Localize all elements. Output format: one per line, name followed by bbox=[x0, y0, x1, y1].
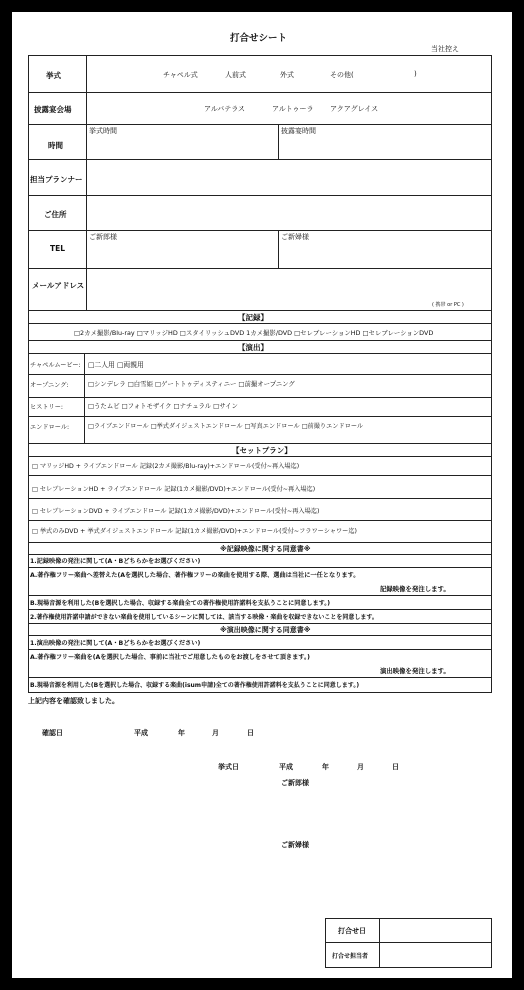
address-label: ご住所 bbox=[44, 210, 67, 219]
ceremony-other-close: ) bbox=[414, 70, 417, 78]
wedding-date-year[interactable]: 年 bbox=[322, 763, 329, 771]
direction-row-items-3[interactable]: □うたムビ □フォトモザイク □ナチュラル □サイン bbox=[88, 402, 238, 410]
mail-label: メールアドレス bbox=[32, 281, 85, 290]
confirm-date-month[interactable]: 月 bbox=[212, 729, 219, 737]
direction-row-items-1[interactable]: □二人用 □両親用 bbox=[88, 361, 144, 369]
direction-header: 【演出】 bbox=[238, 343, 268, 352]
setplan-item-2[interactable]: □ セレブレーションHD + ライブエンドロール 記録(1カメ撮影/DVD)+エンドロール(受付~再入場迄) bbox=[32, 486, 316, 493]
ceremony-time-field[interactable]: 挙式時間 bbox=[89, 127, 117, 135]
venue-altura[interactable]: アルトゥーラ bbox=[272, 105, 314, 113]
meeting-staff-label: 打合せ担当者 bbox=[332, 953, 369, 960]
consent-record-header: ※記録映像に関する同意書※ bbox=[220, 545, 311, 553]
consent-record-line-1: 1.記録映像の発注に関して(A・Bどちらかをお選びください) bbox=[30, 558, 201, 565]
record-options[interactable]: □2カメ撮影/Blu-ray □マリッジHD □スタイリッシュDVD 1カメ撮影/DVD □セレブレーションHD □セレブレーションDVD bbox=[74, 329, 434, 337]
ceremony-civil[interactable]: 人前式 bbox=[225, 71, 246, 79]
copy-note: 当社控え bbox=[431, 45, 459, 53]
direction-row-items-4[interactable]: □ライブエンドロール □挙式ダイジェストエンドロール □写真エンドロール □前撮りエンドロール bbox=[88, 423, 364, 430]
wedding-date-month[interactable]: 月 bbox=[357, 763, 364, 771]
consent-direction-option-b[interactable]: B.現場音源を利用した(Bを選択した場合、収録する楽曲(isum申請)全ての著作権使用許諾料を支払うことに同意します。) bbox=[30, 682, 360, 689]
ceremony-label: 挙式 bbox=[46, 71, 61, 80]
page-title: 打合せシート bbox=[230, 33, 288, 44]
consent-direction-header: ※演出映像に関する同意書※ bbox=[220, 626, 311, 634]
setplan-item-3[interactable]: □ セレブレーションDVD + ライブエンドロール 記録(1カメ撮影/DVD)+エンドロール(受付~再入場迄) bbox=[32, 508, 320, 515]
meeting-staff-field[interactable] bbox=[380, 943, 491, 967]
ceremony-outdoor[interactable]: 外式 bbox=[280, 71, 294, 79]
direction-row-label-1: チャペルムービー: bbox=[30, 362, 81, 369]
wedding-date-day[interactable]: 日 bbox=[392, 763, 399, 771]
confirm-date-label: 確認日 bbox=[42, 729, 63, 737]
tel-groom-field[interactable]: ご新郎様 bbox=[89, 233, 117, 241]
bride-signature-label[interactable]: ご新婦様 bbox=[281, 841, 309, 849]
consent-record-line-4: 2.著作権使用許諾申請ができない楽曲を使用しているシーンに関しては、該当する映像・楽曲を収録できないことを同意します。 bbox=[30, 614, 378, 621]
mail-note: ( 携帯 or PC ) bbox=[432, 302, 464, 308]
direction-row-items-2[interactable]: □シンデレラ □白雪姫 □ゲートトゥディスティニー □前撮オープニング bbox=[88, 380, 295, 388]
consent-direction-line-1: 1.演出映像の発注に関して(A・Bどちらかをお選びください) bbox=[30, 640, 201, 647]
confirm-date-era: 平成 bbox=[134, 729, 148, 737]
tel-label: TEL bbox=[50, 244, 66, 253]
consent-direction-order: 演出映像を発注します。 bbox=[380, 667, 450, 675]
consent-record-order: 記録映像を発注します。 bbox=[380, 585, 450, 593]
setplan-item-4[interactable]: □ 挙式のみDVD + 挙式ダイジェストエンドロール 記録(1カメ撮影/DVD)+エンドロール(受付~フラワーシャワー迄) bbox=[32, 528, 357, 535]
confirm-date-day[interactable]: 日 bbox=[247, 729, 254, 737]
tel-bride-field[interactable]: ご新婦様 bbox=[281, 233, 309, 241]
time-label: 時間 bbox=[48, 141, 63, 150]
ceremony-chapel[interactable]: チャペル式 bbox=[163, 71, 198, 79]
setplan-item-1[interactable]: □ マリッジHD + ライブエンドロール 記録(2カメ撮影/Blu-ray)+エンドロール(受付~再入場迄) bbox=[32, 463, 300, 470]
direction-row-label-4: エンドロール: bbox=[30, 424, 70, 431]
consent-record-option-a[interactable]: A.著作権フリー楽曲へ差替えた(Aを選択した場合、著作権フリーの楽曲を使用する際、選曲は当社に一任となります。 bbox=[30, 572, 360, 579]
groom-signature-label[interactable]: ご新郎様 bbox=[281, 779, 309, 787]
venue-label: 披露宴会場 bbox=[34, 105, 72, 114]
ceremony-other[interactable]: その他( bbox=[330, 71, 354, 79]
direction-row-label-3: ヒストリー: bbox=[30, 404, 64, 411]
direction-row-label-2: オープニング: bbox=[30, 382, 69, 389]
setplan-header: 【セットプラン】 bbox=[232, 446, 292, 455]
venue-alba-terrace[interactable]: アルバテラス bbox=[204, 105, 246, 113]
wedding-date-era: 平成 bbox=[279, 763, 293, 771]
record-header: 【記録】 bbox=[238, 313, 268, 322]
confirm-text: 上記内容を確認致しました。 bbox=[28, 697, 119, 705]
consent-record-option-b[interactable]: B.現場音源を利用した(Bを選択した場合、収録する楽曲全ての著作権使用許諾料を支払うことに同意します。) bbox=[30, 600, 331, 607]
planner-label: 担当プランナー bbox=[30, 175, 83, 184]
consent-direction-option-a[interactable]: A.著作権フリー楽曲を(Aを選択した場合、事前に当社でご用意したものをお渡しをさせて頂きます。) bbox=[30, 654, 310, 661]
reception-time-field[interactable]: 披露宴時間 bbox=[281, 127, 316, 135]
confirm-date-year[interactable]: 年 bbox=[178, 729, 185, 737]
meeting-sheet bbox=[12, 12, 512, 978]
wedding-date-label: 挙式日 bbox=[218, 763, 239, 771]
meeting-date-field[interactable] bbox=[380, 919, 491, 942]
venue-aqua-grace[interactable]: アクアグレイス bbox=[330, 105, 379, 113]
meeting-date-label: 打合せ日 bbox=[338, 927, 366, 935]
